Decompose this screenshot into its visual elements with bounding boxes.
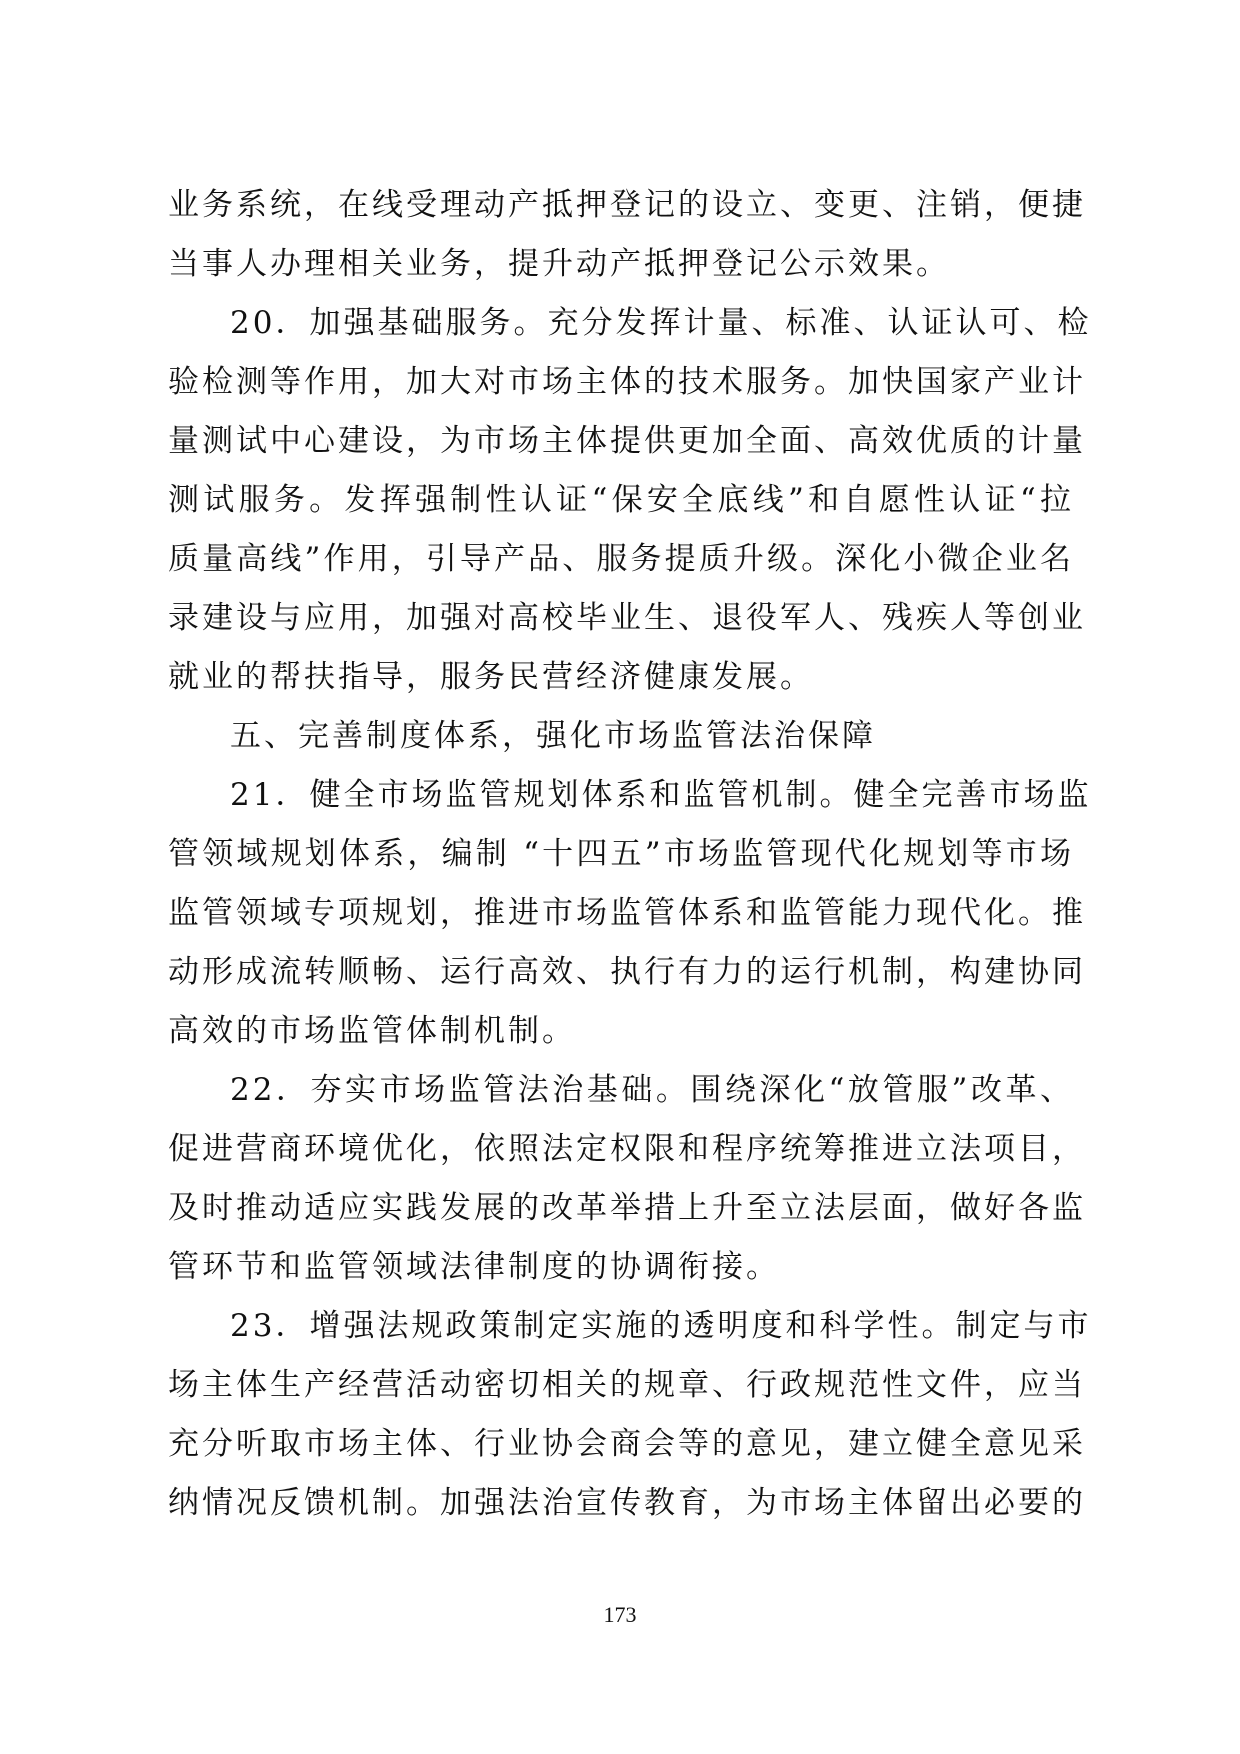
text-line: 量测试中心建设，为市场主体提供更加全面、高效优质的计量 [168,423,1086,459]
text-line: 当事人办理相关业务，提升动产抵押登记公示效果。 [168,246,950,282]
text-line: 动形成流转顺畅、运行高效、执行有力的运行机制，构建协同 [168,954,1086,990]
page-number: 173 [603,1602,637,1627]
text-line: 促进营商环境优化，依照法定权限和程序统筹推进立法项目， [168,1131,1086,1167]
text-line: 测试服务。发挥强制性认证“保安全底线”和自愿性认证“拉 [168,482,1074,518]
text-line: 及时推动适应实践发展的改革举措上升至立法层面，做好各监 [168,1190,1086,1226]
text-line: 五、完善制度体系，强化市场监管法治保障 [230,718,876,754]
text-line: 22．夯实市场监管法治基础。围绕深化“放管服”改革、 [230,1072,1074,1108]
text-line: 质量高线”作用，引导产品、服务提质升级。深化小微企业名 [168,541,1074,577]
text-line: 纳情况反馈机制。加强法治宣传教育，为市场主体留出必要的 [168,1485,1086,1521]
text-line: 验检测等作用，加大对市场主体的技术服务。加快国家产业计 [168,364,1086,400]
text-line: 场主体生产经营活动密切相关的规章、行政规范性文件，应当 [168,1367,1086,1403]
text-line: 监管领域专项规划，推进市场监管体系和监管能力现代化。推 [168,895,1086,931]
text-line: 管领域规划体系，编制 “十四五”市场监管现代化规划等市场 [168,836,1074,872]
text-line: 23．增强法规政策制定实施的透明度和科学性。制定与市 [230,1308,1092,1344]
body-text [168,176,1092,1533]
text-line: 高效的市场监管体制机制。 [168,1013,576,1049]
text-line: 业务系统，在线受理动产抵押登记的设立、变更、注销，便捷 [168,187,1086,223]
text-line: 充分听取市场主体、行业协会商会等的意见，建立健全意见采 [168,1426,1086,1462]
text-line: 21．健全市场监管规划体系和监管机制。健全完善市场监 [230,777,1092,813]
text-line: 管环节和监管领域法律制度的协调衔接。 [168,1249,780,1285]
text-line: 就业的帮扶指导，服务民营经济健康发展。 [168,659,814,695]
text-line: 录建设与应用，加强对高校毕业生、退役军人、残疾人等创业 [168,600,1086,636]
text-line: 20．加强基础服务。充分发挥计量、标准、认证认可、检 [230,305,1092,341]
